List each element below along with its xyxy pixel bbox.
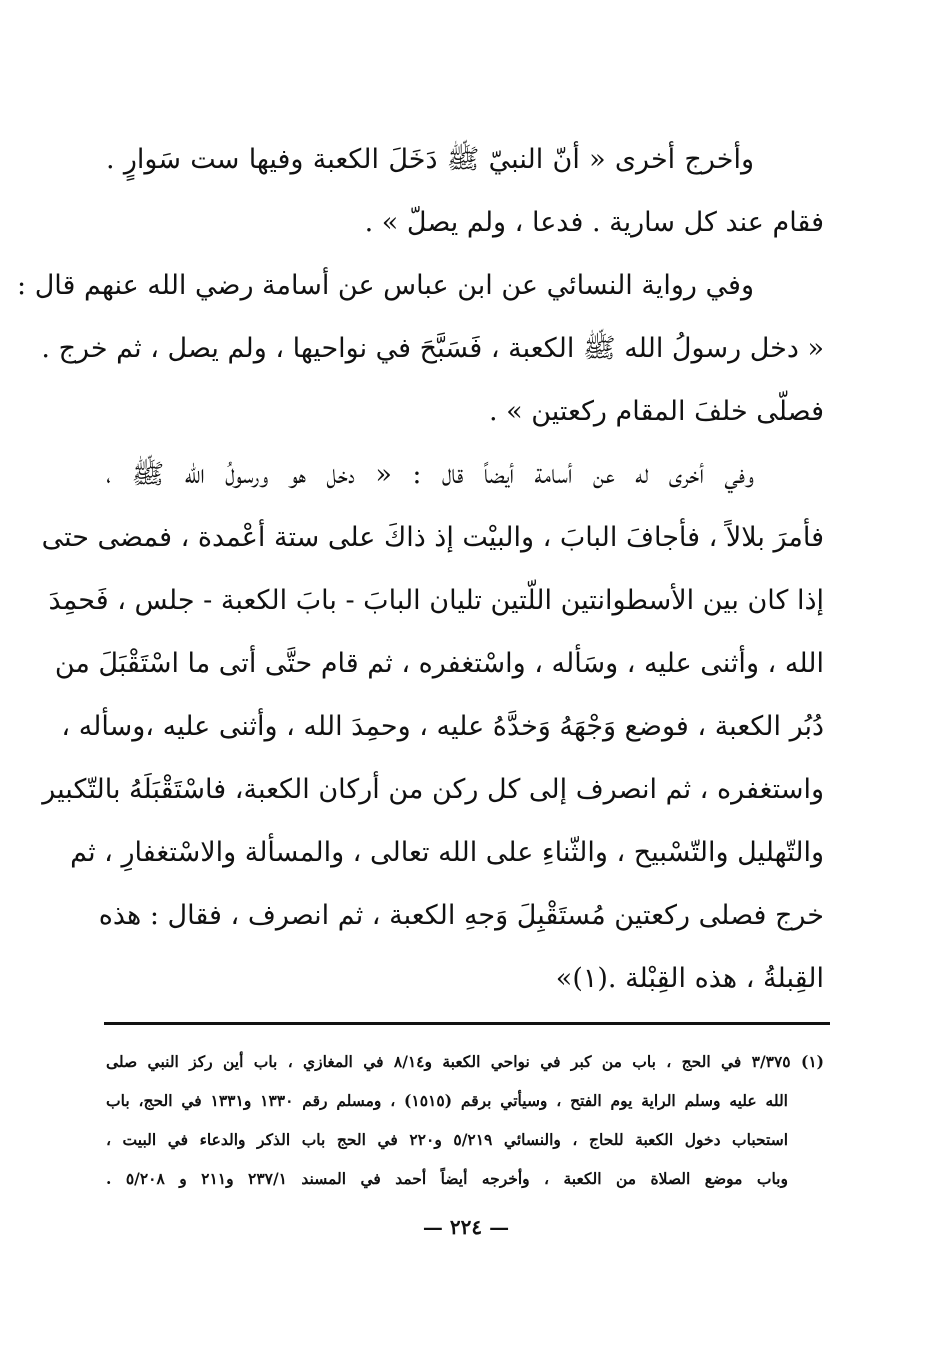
text-line: الله ، وأثنى عليه ، وسَأله ، واسْتغفره ، ثم قام حتَّى أتى ما اسْتَقْبَلَ من [54, 648, 824, 679]
text-line: وأخرج أخرى « أنّ النبيّ ﷺ دَخَلَ الكعبة وفيها ست سَوارٍ . [106, 144, 754, 175]
footnotes [106, 1042, 824, 1198]
footnote-line: (١) ٣/٣٧٥ في الحج ، باب من كبر في نواحي الكعبة و٨/١٤ في المغازي ، باب أين ركز النبي صلى [106, 1052, 824, 1071]
text-line: وفي رواية النسائي عن ابن عباس عن أسامة رضي الله عنهم قال : [17, 270, 754, 301]
page-number: — ٢٢٤ — [422, 1215, 510, 1239]
text-line: فصلّى خلفَ المقام ركعتين » . [488, 396, 824, 427]
text-line: إذا كان بين الأسطوانتين اللّتين تليان البابَ - بابَ الكعبة - جلس ، فَحمِدَ [48, 585, 824, 616]
text-line: دُبُر الكعبة ، فوضع وَجْهَهُ وَخدَّهُ عليه ، وحمِدَ الله ، وأثنى عليه ،وسأله ، [61, 711, 824, 742]
text-line: فأمرَ بلالاً ، فأجافَ البابَ ، والبيْت إذ ذاكَ على ستة أعْمدة ، فمضى حتى [41, 522, 824, 553]
text-line: وفي أخرى له عن أسامة أيضاً قال : « دخل هو ورسولُ الله ﷺ ، [106, 459, 754, 490]
text-line: خرج فصلى ركعتين مُستَقْبِلَ وَجهِ الكعبة ، ثم انصرف ، فقال : هذه [98, 900, 824, 931]
footnote-divider [104, 1022, 830, 1025]
footnote-line: الله عليه وسلم الراية يوم الفتح ، وسيأتي برقم (١٥١٥) ، ومسلم رقم ١٣٣٠ و١٣٣١ في الحج، باب [106, 1091, 788, 1110]
text-line: « دخل رسولُ الله ﷺ الكعبة ، فَسَبَّحَ في نواحيها ، ولم يصل ، ثم خرج . [41, 333, 824, 364]
text-line: والتّهليل والتّسْبيح ، والثّناءِ على الله تعالى ، والمسألة والاسْتغفارِ ، ثم [70, 837, 824, 868]
footnote-line: استحباب دخول الكعبة للحاج ، والنسائي ٥/٢١٩ و٢٢٠ في الحج باب الذكر والدعاء في البيت ، [106, 1130, 789, 1149]
text-line: واستغفره ، ثم انصرف إلى كل ركن من أركان الكعبة، فاسْتَقْبَلَهُ بالتّكبير [42, 774, 824, 805]
text-line: القِبلةُ ، هذه القِبْلة .(١)» [555, 963, 824, 994]
main-text [17, 128, 824, 1010]
footnote-line: وباب موضع الصلاة من الكعبة ، وأخرجه أيضاً أحمد في المسند ٢٣٧/١ و٢١١ و ٥/٢٠٨ . [106, 1169, 788, 1188]
text-line: فقام عند كل سارية . فدعا ، ولم يصلّ » . [364, 207, 824, 238]
